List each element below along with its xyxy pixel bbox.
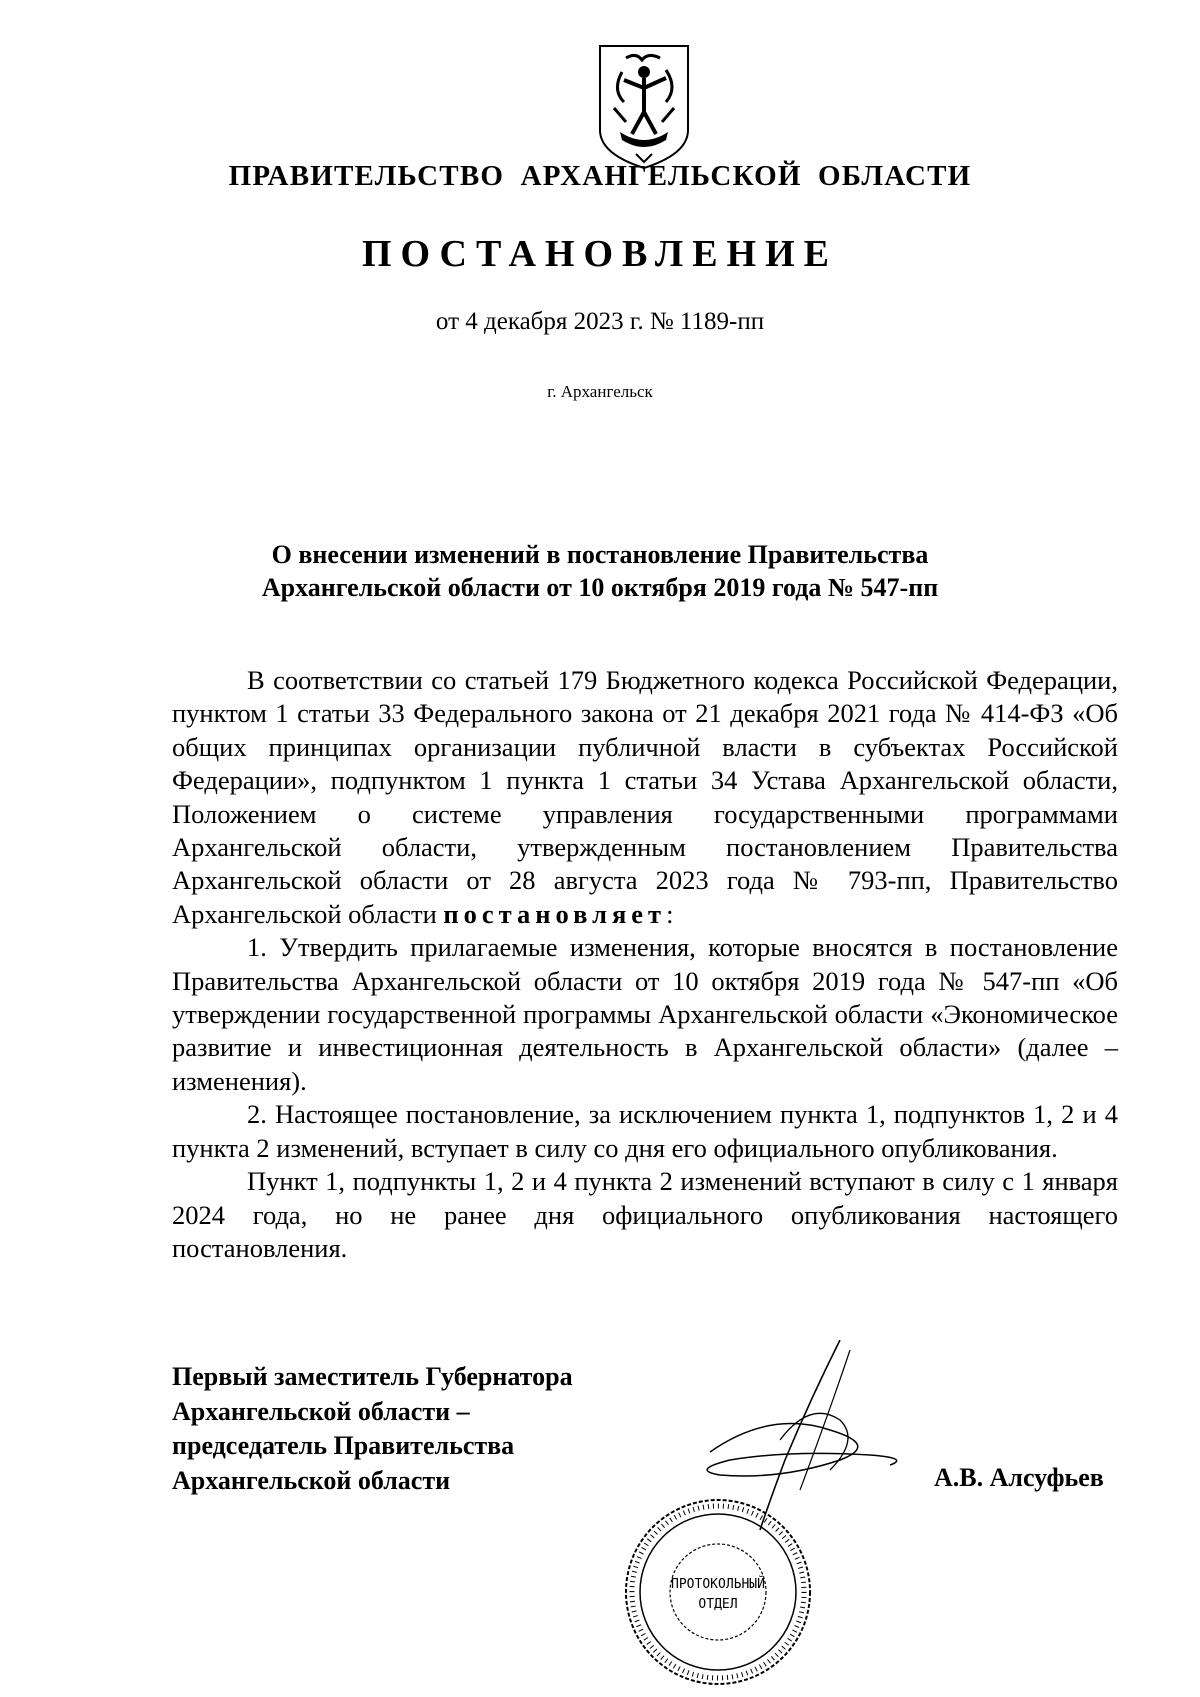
resolves-word: постановляет bbox=[443, 898, 667, 929]
preamble-end: : bbox=[666, 898, 674, 929]
coat-of-arms-icon bbox=[596, 42, 692, 172]
preamble-text: В соответствии со статьей 179 Бюджетного кодекса Российской Федерации, пунктом 1 статьи 33 Федерального закона от 21 декабря 2021 года № 414-ФЗ «Об общих принципах организации публичной власти в субъектах Российской Федерации», подпунктом 1 пункта 1 статьи 34 Устава Архангельской области, Положением о системе управления государственными программами Архангельской области, утвержденным постановлением Правительства Архангельской области от 28 августа 2023 года № 793-пп, Правительство Архангельской области bbox=[172, 665, 1118, 929]
round-seal-stamp-icon bbox=[618, 1492, 818, 1692]
document-body bbox=[172, 664, 1118, 1265]
svg-text:ОТДЕЛ: ОТДЕЛ bbox=[698, 1597, 738, 1612]
document-city: г. Архангельск bbox=[547, 382, 653, 401]
document-date-number: от 4 декабря 2023 г. № 1189-пп bbox=[435, 308, 765, 335]
svg-text:ПРОТОКОЛЬНЫЙ: ПРОТОКОЛЬНЫЙ bbox=[671, 1577, 765, 1592]
paragraph-preamble bbox=[172, 664, 1118, 931]
document-title bbox=[170, 538, 1030, 604]
paragraph-item-2: 2. Настоящее постановление, за исключением пункта 1, подпунктов 1, 2 и 4 пункта 2 изменений, вступает в силу со дня его официального опубликования. bbox=[172, 1099, 1118, 1163]
position-line-3: председатель Правительства bbox=[172, 1431, 515, 1460]
position-line-1: Первый заместитель Губернатора bbox=[172, 1362, 573, 1391]
title-line-2: Архангельской области от 10 октября 2019 года № 547-пп bbox=[261, 573, 939, 602]
position-line-2: Архангельской области – bbox=[172, 1396, 470, 1426]
paragraph-item-1: 1. Утвердить прилагаемые изменения, которые вносятся в постановление Правительства Архангельской области от 10 октября 2019 года № 547-пп «Об утверждении государственной программы Архангельской области «Экономическое развитие и инвестиционная деятельность в Архангельской области» (далее – изменения). bbox=[172, 932, 1118, 1096]
position-line-4: Архангельской области bbox=[172, 1465, 451, 1495]
document-type: ПОСТАНОВЛЕНИЕ bbox=[361, 233, 839, 275]
government-name: ПРАВИТЕЛЬСТВО АРХАНГЕЛЬСКОЙ ОБЛАСТИ bbox=[228, 160, 972, 192]
title-line-1: О внесении изменений в постановление Правительства bbox=[271, 540, 929, 569]
signatory-position bbox=[172, 1360, 573, 1498]
paragraph-effective-date: Пункт 1, подпункты 1, 2 и 4 пункта 2 изменений вступают в силу с 1 января 2024 года, но не ранее дня официального опубликования настоящего постановления. bbox=[172, 1166, 1118, 1263]
signatory-name: А.В. Алсуфьев bbox=[934, 1463, 1104, 1492]
